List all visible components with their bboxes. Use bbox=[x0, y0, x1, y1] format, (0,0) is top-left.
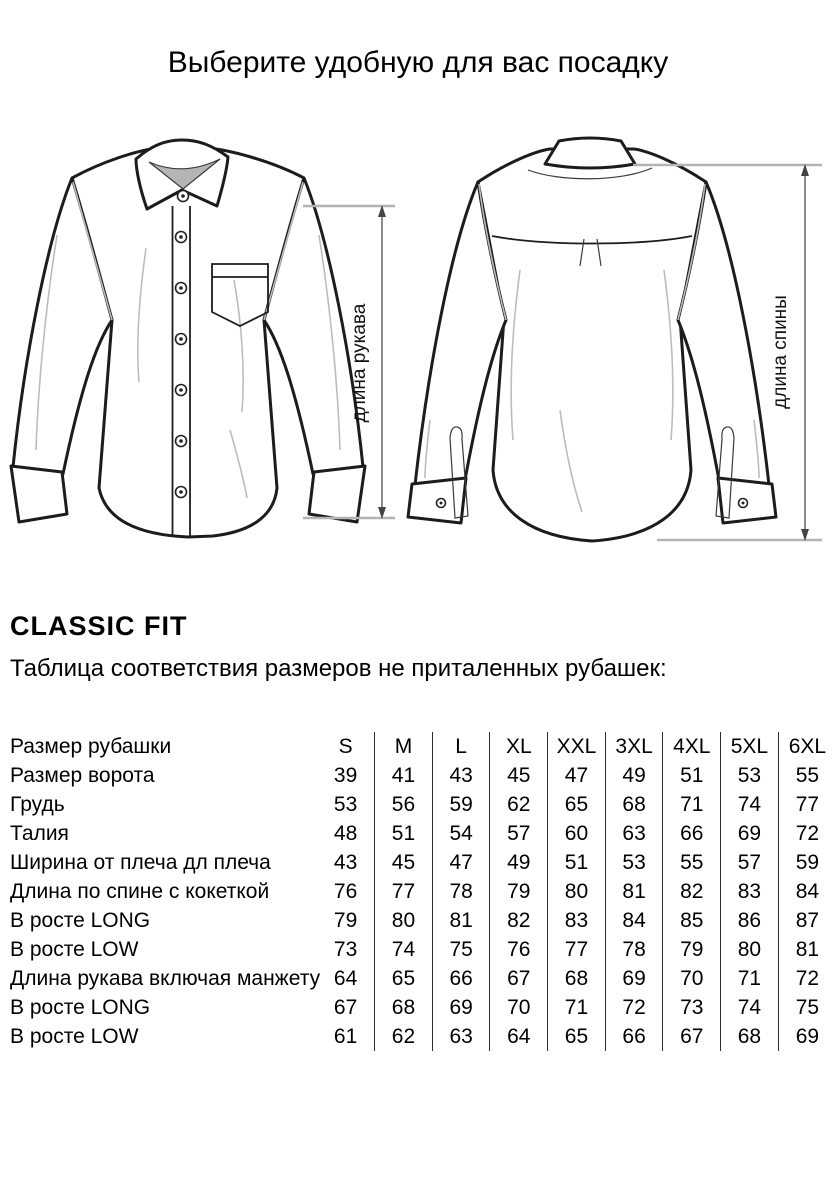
size-value-cell: 69 bbox=[432, 993, 490, 1022]
size-column-header: S bbox=[338, 734, 353, 758]
size-value-cell: 41 bbox=[375, 761, 433, 790]
row-label: В росте LOW bbox=[10, 1024, 139, 1048]
size-value-cell: 57 bbox=[490, 819, 548, 848]
size-value-cell: 53 bbox=[605, 848, 663, 877]
size-value-cell: 51 bbox=[548, 848, 606, 877]
row-label: В росте LOW bbox=[10, 937, 139, 961]
size-value-cell: 81 bbox=[778, 935, 836, 964]
size-value-cell: 83 bbox=[548, 906, 606, 935]
size-value-cell: 80 bbox=[548, 877, 606, 906]
size-value-cell: 49 bbox=[605, 761, 663, 790]
size-value-cell: 66 bbox=[605, 1022, 663, 1051]
size-value-cell: 75 bbox=[432, 935, 490, 964]
size-value-cell: 45 bbox=[490, 761, 548, 790]
size-value-cell: 72 bbox=[778, 819, 836, 848]
size-value-cell: 60 bbox=[548, 819, 606, 848]
size-table-row bbox=[10, 877, 836, 906]
size-value-cell: 61 bbox=[333, 1024, 358, 1048]
size-table-row bbox=[10, 790, 836, 819]
front-shirt-drawing bbox=[11, 140, 365, 537]
row-label: Размер рубашки bbox=[10, 734, 172, 758]
size-value-cell: 79 bbox=[333, 908, 358, 932]
size-value-cell: 71 bbox=[548, 993, 606, 1022]
sleeve-length-label: длина рукава bbox=[349, 303, 370, 423]
size-value-cell: 77 bbox=[548, 935, 606, 964]
size-value-cell: 86 bbox=[721, 906, 779, 935]
size-value-cell: 73 bbox=[333, 937, 358, 961]
size-column-header: XL bbox=[490, 732, 548, 761]
size-column-header: XXL bbox=[548, 732, 606, 761]
fit-heading: CLASSIC FIT bbox=[10, 611, 188, 641]
size-value-cell: 43 bbox=[432, 761, 490, 790]
size-value-cell: 79 bbox=[663, 935, 721, 964]
size-table-header-row bbox=[10, 732, 836, 761]
size-value-cell: 67 bbox=[490, 964, 548, 993]
size-table-row bbox=[10, 906, 836, 935]
back-shirt-drawing bbox=[408, 138, 776, 541]
size-value-cell: 76 bbox=[490, 935, 548, 964]
row-label: Размер ворота bbox=[10, 763, 155, 787]
size-column-header: 3XL bbox=[605, 732, 663, 761]
size-value-cell: 62 bbox=[490, 790, 548, 819]
size-value-cell: 51 bbox=[663, 761, 721, 790]
size-table-row bbox=[10, 848, 836, 877]
size-value-cell: 63 bbox=[605, 819, 663, 848]
size-value-cell: 59 bbox=[778, 848, 836, 877]
size-value-cell: 80 bbox=[721, 935, 779, 964]
size-value-cell: 75 bbox=[778, 993, 836, 1022]
back-length-label: длина спины bbox=[770, 295, 791, 409]
size-value-cell: 84 bbox=[605, 906, 663, 935]
size-value-cell: 85 bbox=[663, 906, 721, 935]
size-value-cell: 71 bbox=[663, 790, 721, 819]
row-label: Талия bbox=[10, 821, 69, 845]
size-value-cell: 71 bbox=[721, 964, 779, 993]
size-value-cell: 55 bbox=[663, 848, 721, 877]
size-value-cell: 70 bbox=[663, 964, 721, 993]
size-value-cell: 64 bbox=[490, 1022, 548, 1051]
size-value-cell: 83 bbox=[721, 877, 779, 906]
size-table-row bbox=[10, 993, 836, 1022]
size-value-cell: 53 bbox=[333, 792, 358, 816]
size-table-row bbox=[10, 964, 836, 993]
size-value-cell: 65 bbox=[375, 964, 433, 993]
size-column-header: 4XL bbox=[663, 732, 721, 761]
size-value-cell: 43 bbox=[333, 850, 358, 874]
size-column-header: M bbox=[375, 732, 433, 761]
size-value-cell: 69 bbox=[605, 964, 663, 993]
size-value-cell: 68 bbox=[548, 964, 606, 993]
size-value-cell: 39 bbox=[333, 763, 358, 787]
size-value-cell: 66 bbox=[432, 964, 490, 993]
size-value-cell: 82 bbox=[663, 877, 721, 906]
size-value-cell: 69 bbox=[721, 819, 779, 848]
size-table-row bbox=[10, 935, 836, 964]
size-value-cell: 59 bbox=[432, 790, 490, 819]
size-value-cell: 68 bbox=[375, 993, 433, 1022]
size-value-cell: 79 bbox=[490, 877, 548, 906]
size-column-header: L bbox=[432, 732, 490, 761]
size-value-cell: 80 bbox=[375, 906, 433, 935]
size-value-cell: 73 bbox=[663, 993, 721, 1022]
size-value-cell: 68 bbox=[721, 1022, 779, 1051]
size-value-cell: 69 bbox=[778, 1022, 836, 1051]
size-value-cell: 65 bbox=[548, 1022, 606, 1051]
size-value-cell: 54 bbox=[432, 819, 490, 848]
size-table-row bbox=[10, 819, 836, 848]
size-value-cell: 48 bbox=[333, 821, 358, 845]
size-value-cell: 68 bbox=[605, 790, 663, 819]
row-label: Длина по спине с кокеткой bbox=[10, 879, 270, 903]
size-value-cell: 81 bbox=[432, 906, 490, 935]
size-value-cell: 63 bbox=[432, 1022, 490, 1051]
size-value-cell: 81 bbox=[605, 877, 663, 906]
size-value-cell: 51 bbox=[375, 819, 433, 848]
size-value-cell: 47 bbox=[548, 761, 606, 790]
size-value-cell: 70 bbox=[490, 993, 548, 1022]
size-table-row bbox=[10, 1022, 836, 1051]
size-value-cell: 45 bbox=[375, 848, 433, 877]
size-value-cell: 47 bbox=[432, 848, 490, 877]
size-value-cell: 67 bbox=[333, 995, 358, 1019]
size-value-cell: 78 bbox=[605, 935, 663, 964]
size-value-cell: 49 bbox=[490, 848, 548, 877]
size-value-cell: 64 bbox=[333, 966, 358, 990]
page-title: Выберите удобную для вас посадку bbox=[167, 46, 669, 79]
row-label: Грудь bbox=[10, 792, 65, 816]
row-label: Длина рукава включая манжету bbox=[10, 966, 321, 990]
size-value-cell: 65 bbox=[548, 790, 606, 819]
size-table bbox=[10, 732, 836, 1051]
size-value-cell: 74 bbox=[375, 935, 433, 964]
size-value-cell: 76 bbox=[333, 879, 358, 903]
size-table-row bbox=[10, 761, 836, 790]
size-value-cell: 77 bbox=[375, 877, 433, 906]
size-value-cell: 82 bbox=[490, 906, 548, 935]
size-value-cell: 67 bbox=[663, 1022, 721, 1051]
size-value-cell: 84 bbox=[778, 877, 836, 906]
size-value-cell: 78 bbox=[432, 877, 490, 906]
size-value-cell: 72 bbox=[605, 993, 663, 1022]
size-value-cell: 72 bbox=[778, 964, 836, 993]
size-value-cell: 74 bbox=[721, 790, 779, 819]
size-value-cell: 57 bbox=[721, 848, 779, 877]
shirt-diagram-svg bbox=[0, 120, 836, 595]
row-label: Ширина от плеча дл плеча bbox=[10, 850, 271, 874]
size-value-cell: 62 bbox=[375, 1022, 433, 1051]
size-value-cell: 56 bbox=[375, 790, 433, 819]
size-value-cell: 66 bbox=[663, 819, 721, 848]
size-value-cell: 74 bbox=[721, 993, 779, 1022]
table-subtitle: Таблица соответствия размеров не приталенных рубашек: bbox=[10, 655, 667, 682]
row-label: В росте LONG bbox=[10, 908, 151, 932]
size-column-header: 5XL bbox=[721, 732, 779, 761]
size-value-cell: 53 bbox=[721, 761, 779, 790]
size-value-cell: 87 bbox=[778, 906, 836, 935]
shirt-diagrams bbox=[0, 120, 836, 595]
size-value-cell: 77 bbox=[778, 790, 836, 819]
size-column-header: 6XL bbox=[778, 732, 836, 761]
row-label: В росте LONG bbox=[10, 995, 151, 1019]
size-value-cell: 55 bbox=[778, 761, 836, 790]
